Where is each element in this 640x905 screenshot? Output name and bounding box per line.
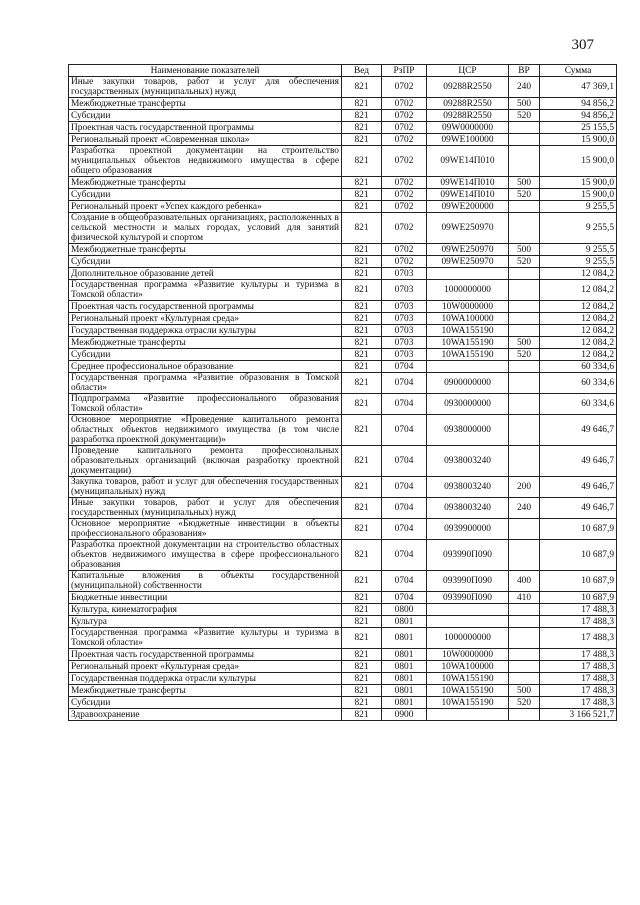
cell-vr: 520 <box>509 697 540 709</box>
cell-csr: 0938003240 <box>427 498 509 519</box>
cell-name: Проектная часть государственной программы <box>69 301 342 313</box>
cell-vr: 500 <box>509 244 540 256</box>
cell-vr <box>509 373 540 394</box>
cell-rzpr: 0704 <box>382 477 427 498</box>
cell-ved: 821 <box>342 98 382 110</box>
table-row <box>69 571 617 592</box>
cell-sum: 9 255,5 <box>540 201 617 213</box>
cell-ved: 821 <box>342 697 382 709</box>
cell-sum: 15 900,0 <box>540 177 617 189</box>
cell-vr <box>509 415 540 446</box>
cell-ved: 821 <box>342 415 382 446</box>
cell-csr: 093990П090 <box>427 571 509 592</box>
cell-ved: 821 <box>342 519 382 540</box>
cell-rzpr: 0704 <box>382 571 427 592</box>
cell-sum: 10 687,9 <box>540 592 617 604</box>
cell-csr: 10WA155190 <box>427 685 509 697</box>
cell-name: Иные закупки товаров, работ и услуг для обеспечения государственных (муниципальных) нужд <box>69 77 342 98</box>
cell-vr <box>509 201 540 213</box>
cell-csr: 10WA155190 <box>427 337 509 349</box>
table-row <box>69 661 617 673</box>
cell-vr <box>509 325 540 337</box>
cell-rzpr: 0703 <box>382 301 427 313</box>
cell-name: Государственная поддержка отрасли культуры <box>69 673 342 685</box>
table-row <box>69 280 617 301</box>
table-row <box>69 122 617 134</box>
cell-sum: 17 488,3 <box>540 661 617 673</box>
table-row <box>69 373 617 394</box>
cell-rzpr: 0801 <box>382 697 427 709</box>
cell-ved: 821 <box>342 201 382 213</box>
cell-rzpr: 0702 <box>382 98 427 110</box>
cell-rzpr: 0801 <box>382 673 427 685</box>
cell-name: Региональный проект «Культурная среда» <box>69 661 342 673</box>
cell-sum: 17 488,3 <box>540 697 617 709</box>
cell-rzpr: 0704 <box>382 373 427 394</box>
cell-rzpr: 0703 <box>382 268 427 280</box>
cell-vr: 520 <box>509 110 540 122</box>
table-row <box>69 177 617 189</box>
table-row <box>69 361 617 373</box>
cell-csr <box>427 268 509 280</box>
cell-sum: 10 687,9 <box>540 540 617 571</box>
cell-name: Субсидии <box>69 256 342 268</box>
table-row <box>69 213 617 244</box>
header-ved: Вед <box>342 65 382 77</box>
cell-csr: 10W0000000 <box>427 301 509 313</box>
cell-csr: 1000000000 <box>427 628 509 649</box>
header-vr: ВР <box>509 65 540 77</box>
cell-vr <box>509 146 540 177</box>
cell-sum: 49 646,7 <box>540 477 617 498</box>
cell-ved: 821 <box>342 325 382 337</box>
cell-sum: 49 646,7 <box>540 446 617 477</box>
table-row <box>69 146 617 177</box>
table-header-row <box>69 65 617 77</box>
cell-vr: 240 <box>509 498 540 519</box>
cell-name: Культура <box>69 616 342 628</box>
cell-rzpr: 0703 <box>382 337 427 349</box>
cell-name: Культура, кинематография <box>69 604 342 616</box>
cell-sum: 49 646,7 <box>540 498 617 519</box>
cell-ved: 821 <box>342 280 382 301</box>
table-row <box>69 201 617 213</box>
cell-sum: 15 900,0 <box>540 146 617 177</box>
cell-ved: 821 <box>342 301 382 313</box>
cell-csr: 09WE14П010 <box>427 146 509 177</box>
cell-sum: 9 255,5 <box>540 244 617 256</box>
cell-csr <box>427 709 509 721</box>
cell-vr: 200 <box>509 477 540 498</box>
cell-ved: 821 <box>342 616 382 628</box>
cell-ved: 821 <box>342 571 382 592</box>
cell-vr <box>509 604 540 616</box>
cell-name: Межбюджетные трансферты <box>69 177 342 189</box>
cell-name: Разработка проектной документации на строительство областных объектов недвижимого имущества в сфере профессионального образования <box>69 540 342 571</box>
cell-rzpr: 0801 <box>382 628 427 649</box>
cell-name: Межбюджетные трансферты <box>69 244 342 256</box>
cell-csr: 10WA155190 <box>427 325 509 337</box>
cell-name: Межбюджетные трансферты <box>69 337 342 349</box>
table-row <box>69 349 617 361</box>
cell-name: Основное мероприятие «Бюджетные инвестиции в объекты профессионального образования» <box>69 519 342 540</box>
cell-name: Региональный проект «Успех каждого ребенка» <box>69 201 342 213</box>
cell-name: Капитальные вложения в объекты государственной (муниципальной) собственности <box>69 571 342 592</box>
cell-rzpr: 0702 <box>382 110 427 122</box>
cell-name: Субсидии <box>69 349 342 361</box>
cell-csr: 10WA155190 <box>427 697 509 709</box>
cell-rzpr: 0704 <box>382 361 427 373</box>
cell-name: Государственная поддержка отрасли культуры <box>69 325 342 337</box>
budget-table <box>68 64 617 721</box>
cell-ved: 821 <box>342 661 382 673</box>
cell-sum: 10 687,9 <box>540 571 617 592</box>
table-row <box>69 697 617 709</box>
cell-vr: 520 <box>509 349 540 361</box>
cell-csr: 09WE14П010 <box>427 189 509 201</box>
cell-rzpr: 0801 <box>382 661 427 673</box>
cell-rzpr: 0704 <box>382 446 427 477</box>
table-row <box>69 313 617 325</box>
cell-ved: 821 <box>342 540 382 571</box>
cell-rzpr: 0703 <box>382 349 427 361</box>
cell-sum: 60 334,6 <box>540 373 617 394</box>
cell-csr <box>427 616 509 628</box>
cell-name: Основное мероприятие «Проведение капитального ремонта областных объектов недвижимого имущества (в том числе разработка проектной документации)» <box>69 415 342 446</box>
cell-name: Дополнительное образование детей <box>69 268 342 280</box>
page-number: 307 <box>571 37 594 53</box>
cell-rzpr: 0702 <box>382 77 427 98</box>
cell-vr <box>509 394 540 415</box>
cell-sum: 17 488,3 <box>540 673 617 685</box>
table-row <box>69 616 617 628</box>
cell-sum: 94 856,2 <box>540 110 617 122</box>
cell-sum: 17 488,3 <box>540 649 617 661</box>
cell-vr <box>509 268 540 280</box>
cell-ved: 821 <box>342 673 382 685</box>
table-row <box>69 709 617 721</box>
cell-rzpr: 0801 <box>382 649 427 661</box>
cell-ved: 821 <box>342 146 382 177</box>
cell-vr <box>509 540 540 571</box>
table-row <box>69 477 617 498</box>
table-row <box>69 337 617 349</box>
cell-ved: 821 <box>342 604 382 616</box>
cell-sum: 17 488,3 <box>540 616 617 628</box>
cell-name: Разработка проектной документации на строительство муниципальных объектов недвижимого имущества в сфере общего образования <box>69 146 342 177</box>
cell-name: Межбюджетные трансферты <box>69 685 342 697</box>
cell-name: Региональный проект «Культурная среда» <box>69 313 342 325</box>
table-row <box>69 673 617 685</box>
cell-csr: 0938003240 <box>427 446 509 477</box>
cell-name: Проектная часть государственной программы <box>69 649 342 661</box>
cell-rzpr: 0702 <box>382 189 427 201</box>
cell-ved: 821 <box>342 189 382 201</box>
cell-rzpr: 0704 <box>382 519 427 540</box>
table-row <box>69 189 617 201</box>
cell-vr <box>509 616 540 628</box>
cell-rzpr: 0704 <box>382 498 427 519</box>
cell-name: Региональный проект «Современная школа» <box>69 134 342 146</box>
table-row <box>69 685 617 697</box>
cell-sum: 17 488,3 <box>540 604 617 616</box>
cell-rzpr: 0702 <box>382 201 427 213</box>
cell-csr: 09WE14П010 <box>427 177 509 189</box>
cell-rzpr: 0704 <box>382 540 427 571</box>
cell-ved: 821 <box>342 337 382 349</box>
cell-rzpr: 0702 <box>382 256 427 268</box>
cell-sum: 3 166 521,7 <box>540 709 617 721</box>
cell-csr: 09WE250970 <box>427 256 509 268</box>
cell-csr <box>427 604 509 616</box>
header-sum: Сумма <box>540 65 617 77</box>
cell-sum: 12 084,2 <box>540 301 617 313</box>
cell-sum: 12 084,2 <box>540 268 617 280</box>
cell-ved: 821 <box>342 592 382 604</box>
cell-sum: 17 488,3 <box>540 685 617 697</box>
cell-name: Здравоохранение <box>69 709 342 721</box>
table-row <box>69 540 617 571</box>
cell-ved: 821 <box>342 361 382 373</box>
cell-csr: 09288R2550 <box>427 77 509 98</box>
cell-vr: 520 <box>509 189 540 201</box>
cell-vr <box>509 301 540 313</box>
table-row <box>69 394 617 415</box>
cell-rzpr: 0702 <box>382 213 427 244</box>
cell-sum: 94 856,2 <box>540 98 617 110</box>
cell-vr: 500 <box>509 337 540 349</box>
cell-vr: 500 <box>509 98 540 110</box>
cell-vr <box>509 661 540 673</box>
cell-rzpr: 0704 <box>382 592 427 604</box>
cell-csr: 09WE250970 <box>427 213 509 244</box>
cell-rzpr: 0702 <box>382 146 427 177</box>
cell-vr: 400 <box>509 571 540 592</box>
cell-rzpr: 0702 <box>382 122 427 134</box>
cell-vr: 240 <box>509 77 540 98</box>
cell-ved: 821 <box>342 685 382 697</box>
table-row <box>69 498 617 519</box>
cell-sum: 25 155,5 <box>540 122 617 134</box>
cell-ved: 821 <box>342 268 382 280</box>
cell-csr: 0938003240 <box>427 477 509 498</box>
table-row <box>69 256 617 268</box>
cell-vr <box>509 280 540 301</box>
table-row <box>69 110 617 122</box>
cell-vr <box>509 122 540 134</box>
cell-csr <box>427 361 509 373</box>
cell-vr <box>509 519 540 540</box>
cell-name: Создание в общеобразовательных организациях, расположенных в сельской местности и малых городах, условий для занятий физической культурой и спортом <box>69 213 342 244</box>
cell-vr <box>509 446 540 477</box>
cell-ved: 821 <box>342 349 382 361</box>
cell-csr: 09WE250970 <box>427 244 509 256</box>
cell-vr <box>509 673 540 685</box>
table-row <box>69 415 617 446</box>
cell-csr: 0939900000 <box>427 519 509 540</box>
cell-ved: 821 <box>342 244 382 256</box>
cell-ved: 821 <box>342 313 382 325</box>
cell-sum: 12 084,2 <box>540 280 617 301</box>
cell-sum: 60 334,6 <box>540 394 617 415</box>
cell-name: Субсидии <box>69 189 342 201</box>
table-row <box>69 301 617 313</box>
cell-ved: 821 <box>342 649 382 661</box>
cell-sum: 9 255,5 <box>540 256 617 268</box>
cell-name: Межбюджетные трансферты <box>69 98 342 110</box>
table-row <box>69 98 617 110</box>
cell-ved: 821 <box>342 446 382 477</box>
cell-csr: 093990П090 <box>427 592 509 604</box>
cell-sum: 12 084,2 <box>540 325 617 337</box>
cell-vr <box>509 628 540 649</box>
cell-sum: 10 687,9 <box>540 519 617 540</box>
cell-vr <box>509 213 540 244</box>
cell-vr: 410 <box>509 592 540 604</box>
cell-csr: 1000000000 <box>427 280 509 301</box>
cell-name: Среднее профессиональное образование <box>69 361 342 373</box>
table-row <box>69 446 617 477</box>
cell-csr: 0938000000 <box>427 415 509 446</box>
header-name: Наименование показателей <box>69 65 342 77</box>
cell-name: Иные закупки товаров, работ и услуг для обеспечения государственных (муниципальных) нужд <box>69 498 342 519</box>
cell-ved: 821 <box>342 213 382 244</box>
cell-vr <box>509 313 540 325</box>
cell-name: Субсидии <box>69 110 342 122</box>
cell-csr: 09W0000000 <box>427 122 509 134</box>
cell-ved: 821 <box>342 256 382 268</box>
cell-name: Проектная часть государственной программы <box>69 122 342 134</box>
cell-csr: 09288R2550 <box>427 98 509 110</box>
cell-rzpr: 0704 <box>382 415 427 446</box>
cell-rzpr: 0800 <box>382 604 427 616</box>
cell-ved: 821 <box>342 77 382 98</box>
cell-ved: 821 <box>342 134 382 146</box>
cell-name: Проведение капитального ремонта профессиональных образовательных организаций (включая разработку проектной документации) <box>69 446 342 477</box>
cell-csr: 0930000000 <box>427 394 509 415</box>
cell-vr: 500 <box>509 685 540 697</box>
cell-sum: 12 084,2 <box>540 337 617 349</box>
cell-vr <box>509 361 540 373</box>
cell-name: Государственная программа «Развитие образования в Томской области» <box>69 373 342 394</box>
cell-csr: 10WA155190 <box>427 673 509 685</box>
cell-ved: 821 <box>342 628 382 649</box>
cell-sum: 17 488,3 <box>540 628 617 649</box>
cell-rzpr: 0704 <box>382 394 427 415</box>
cell-csr: 10W0000000 <box>427 649 509 661</box>
cell-name: Субсидии <box>69 697 342 709</box>
cell-rzpr: 0703 <box>382 325 427 337</box>
cell-rzpr: 0702 <box>382 134 427 146</box>
table-body <box>69 77 617 721</box>
cell-sum: 9 255,5 <box>540 213 617 244</box>
cell-sum: 12 084,2 <box>540 349 617 361</box>
cell-rzpr: 0900 <box>382 709 427 721</box>
cell-sum: 60 334,6 <box>540 361 617 373</box>
table-row <box>69 325 617 337</box>
cell-ved: 821 <box>342 498 382 519</box>
cell-vr: 520 <box>509 256 540 268</box>
cell-csr: 09WE100000 <box>427 134 509 146</box>
cell-vr: 500 <box>509 177 540 189</box>
table-row <box>69 134 617 146</box>
cell-ved: 821 <box>342 177 382 189</box>
cell-rzpr: 0801 <box>382 616 427 628</box>
cell-ved: 821 <box>342 373 382 394</box>
cell-rzpr: 0801 <box>382 685 427 697</box>
cell-csr: 0900000000 <box>427 373 509 394</box>
table-row <box>69 268 617 280</box>
cell-csr: 10WA155190 <box>427 349 509 361</box>
cell-rzpr: 0703 <box>382 313 427 325</box>
cell-name: Государственная программа «Развитие культуры и туризма в Томской области» <box>69 628 342 649</box>
table-row <box>69 649 617 661</box>
cell-sum: 12 084,2 <box>540 313 617 325</box>
cell-rzpr: 0702 <box>382 244 427 256</box>
cell-name: Бюджетные инвестиции <box>69 592 342 604</box>
cell-csr: 10WA100000 <box>427 661 509 673</box>
cell-sum: 15 900,0 <box>540 134 617 146</box>
cell-ved: 821 <box>342 477 382 498</box>
cell-ved: 821 <box>342 394 382 415</box>
table-row <box>69 244 617 256</box>
header-rzpr: РзПР <box>382 65 427 77</box>
cell-ved: 821 <box>342 122 382 134</box>
cell-name: Государственная программа «Развитие культуры и туризма в Томской области» <box>69 280 342 301</box>
cell-rzpr: 0702 <box>382 177 427 189</box>
cell-sum: 49 646,7 <box>540 415 617 446</box>
table-row <box>69 592 617 604</box>
table-row <box>69 77 617 98</box>
cell-rzpr: 0703 <box>382 280 427 301</box>
cell-csr: 093990П090 <box>427 540 509 571</box>
cell-vr <box>509 709 540 721</box>
cell-ved: 821 <box>342 709 382 721</box>
cell-sum: 15 900,0 <box>540 189 617 201</box>
cell-csr: 10WA100000 <box>427 313 509 325</box>
header-csr: ЦСР <box>427 65 509 77</box>
cell-csr: 09288R2550 <box>427 110 509 122</box>
table-row <box>69 628 617 649</box>
cell-ved: 821 <box>342 110 382 122</box>
table-row <box>69 519 617 540</box>
cell-name: Закупка товаров, работ и услуг для обеспечения государственных (муниципальных) нужд <box>69 477 342 498</box>
cell-name: Подпрограмма «Развитие профессионального образования Томской области» <box>69 394 342 415</box>
table-row <box>69 604 617 616</box>
cell-csr: 09WE200000 <box>427 201 509 213</box>
cell-sum: 47 369,1 <box>540 77 617 98</box>
cell-vr <box>509 649 540 661</box>
cell-vr <box>509 134 540 146</box>
